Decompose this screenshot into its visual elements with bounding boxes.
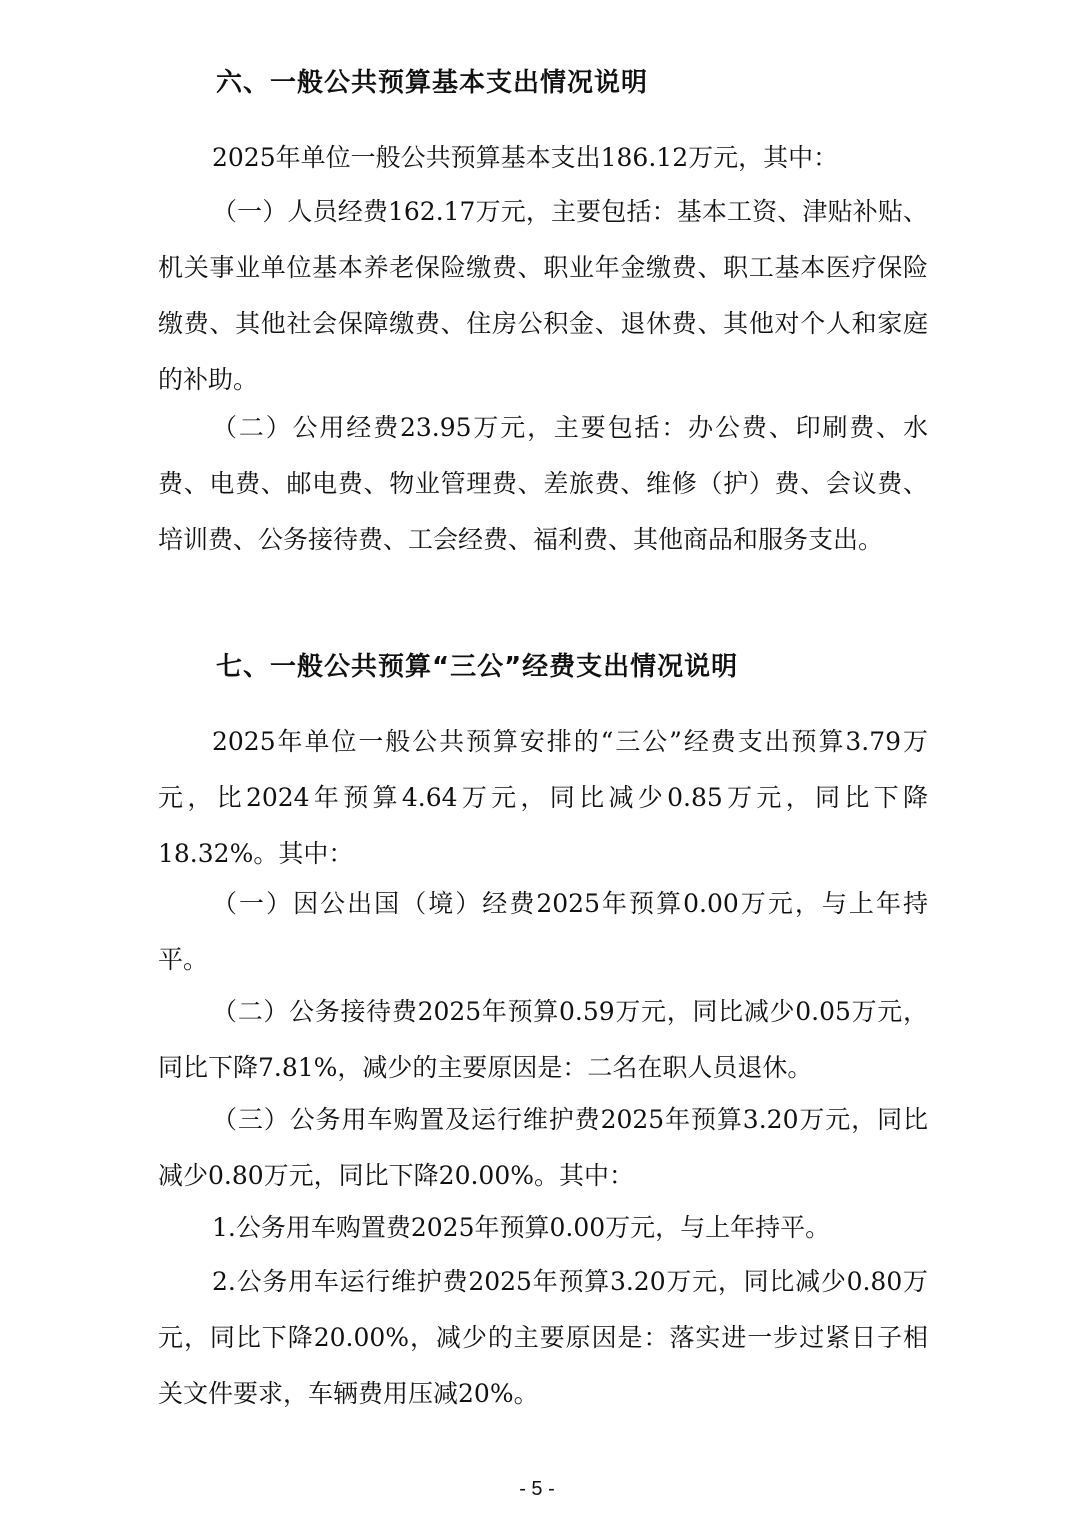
- section-7-paragraph-1: 2025年单位一般公共预算安排的“三公”经费支出预算3.79万元，比2024年预算4.64万元，同比减少0.85万元，同比下降18.32%。其中：: [158, 727, 928, 868]
- section-6-paragraph-1: 2025年单位一般公共预算基本支出186.12万元，其中：: [212, 143, 839, 172]
- section-6-paragraph-2: （一）人员经费162.17万元，主要包括：基本工资、津贴补贴、机关事业单位基本养老保险缴费、职业年金缴费、职工基本医疗保险缴费、其他社会保障缴费、住房公积金、退休费、其他对个人和家庭的补助。: [158, 197, 928, 394]
- section-6-heading: 六、一般公共预算基本支出情况说明: [216, 68, 649, 98]
- section-7-paragraph-3: （二）公务接待费2025年预算0.59万元，同比减少0.05万元，同比下降7.81%，减少的主要原因是：二名在职人员退休。: [158, 997, 928, 1082]
- section-7-heading: 七、一般公共预算“三公”经费支出情况说明: [216, 652, 739, 682]
- section-6-paragraph-3: （二）公用经费23.95万元，主要包括：办公费、印刷费、水费、电费、邮电费、物业管理费、差旅费、维修（护）费、会议费、培训费、公务接待费、工会经费、福利费、其他商品和服务支出。: [158, 413, 928, 554]
- page-number: - 5 -: [519, 1478, 555, 1500]
- section-7-paragraph-5: 1.公务用车购置费2025年预算0.00万元，与上年持平。: [212, 1213, 831, 1242]
- section-7-paragraph-6: 2.公务用车运行维护费2025年预算3.20万元，同比减少0.80万元，同比下降20.00%，减少的主要原因是：落实进一步过紧日子相关文件要求，车辆费用压减20%。: [158, 1267, 928, 1408]
- section-7-paragraph-2: （一）因公出国（境）经费2025年预算0.00万元，与上年持平。: [158, 889, 928, 974]
- section-7-paragraph-4: （三）公务用车购置及运行维护费2025年预算3.20万元，同比减少0.80万元，同比下降20.00%。其中：: [158, 1105, 928, 1190]
